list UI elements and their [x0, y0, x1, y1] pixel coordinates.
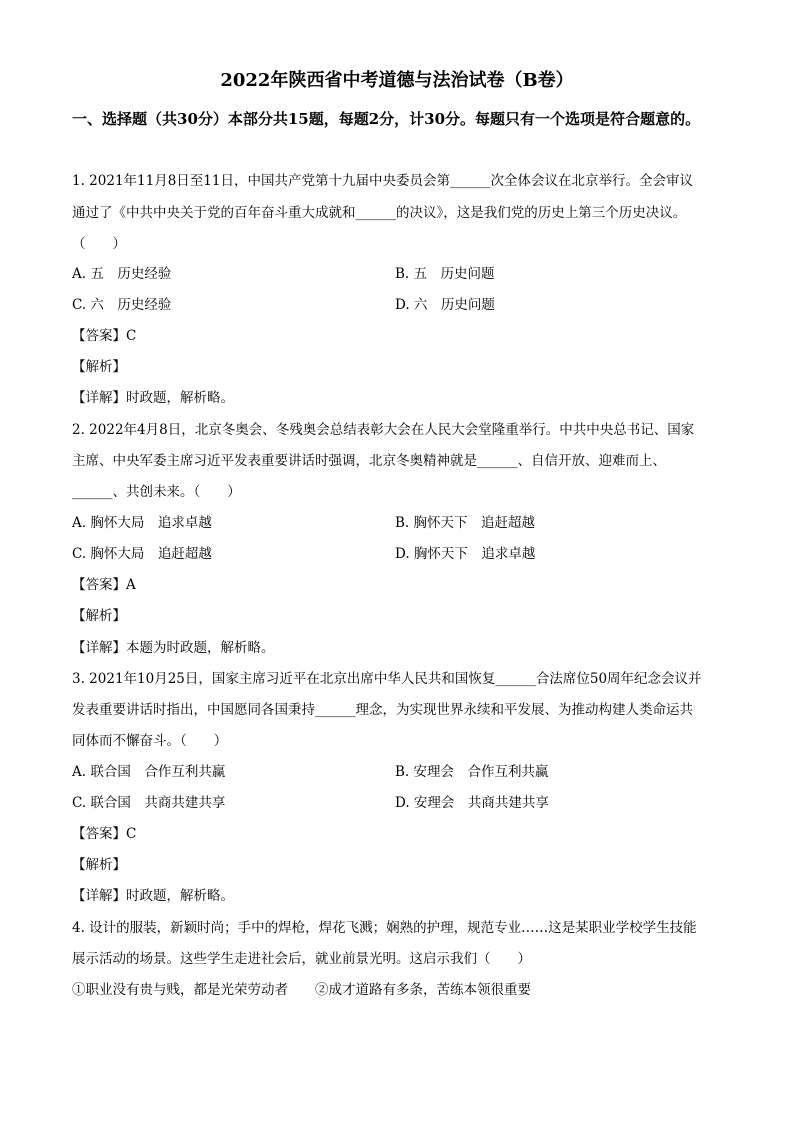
q1-option-b: B. 五 历史问题 — [395, 266, 495, 282]
q3-line-1: 3. 2021年10月25日，国家主席习近平在北京出席中华人民共和国恢复______合法席位50周年纪念会议并 — [72, 671, 702, 687]
q4-statements: ①职业没有贵与贱，都是光荣劳动者 ②成才道路有多条，苦练本领很重要 — [72, 982, 531, 998]
q3-detail: 【详解】时政题，解析略。 — [72, 888, 234, 904]
q2-line-1: 2. 2022年4月8日，北京冬奥会、冬残奥会总结表彰大会在人民大会堂隆重举行。中共中央总书记、国家 — [72, 422, 695, 438]
q2-detail: 【详解】本题为时政题，解析略。 — [72, 640, 275, 656]
q3-option-d: D. 安理会 共商共建共享 — [395, 795, 549, 811]
q3-line-2: 发表重要讲话时指出，中国愿同各国秉持______理念，为实现世界永续和平发展、为推动构建人类命运共 — [72, 702, 693, 718]
exam-title: 2022年陕西省中考道德与法治试卷（B卷） — [220, 70, 574, 91]
q3-line-3: 同体而不懈奋斗。（ ） — [72, 733, 228, 749]
q1-line-3: （ ） — [72, 236, 126, 252]
section-heading: 一、选择题（共30分）本部分共15题，每题2分，计30分。每题只有一个选项是符合题意的。 — [72, 110, 701, 128]
q2-option-a: A. 胸怀大局 追求卓越 — [72, 515, 212, 531]
q1-line-1: 1. 2021年11月8日至11日，中国共产党第十九届中央委员会第______次全体会议在北京举行。全会审议 — [72, 173, 693, 189]
q1-detail: 【详解】时政题，解析略。 — [72, 390, 234, 406]
q1-analysis: 【解析】 — [72, 359, 126, 375]
q2-answer: 【答案】A — [72, 577, 136, 593]
q1-option-c: C. 六 历史经验 — [72, 297, 172, 313]
q3-option-c: C. 联合国 共商共建共享 — [72, 795, 226, 811]
q2-analysis: 【解析】 — [72, 608, 126, 624]
q2-line-3: ______、共创未来。（ ） — [72, 484, 241, 500]
q3-answer: 【答案】C — [72, 826, 137, 842]
q1-option-a: A. 五 历史经验 — [72, 266, 172, 282]
q3-analysis: 【解析】 — [72, 857, 126, 873]
q4-line-1: 4. 设计的服装，新颖时尚；手中的焊枪，焊花飞溅；娴熟的护理，规范专业……这是某职业学校学生技能 — [72, 920, 697, 936]
q4-line-2: 展示活动的场景。这些学生走进社会后，就业前景光明。这启示我们（ ） — [72, 951, 531, 967]
q2-line-2: 主席、中央军委主席习近平发表重要讲话时强调，北京冬奥精神就是______、自信开放、迎难而上、 — [72, 453, 666, 469]
q3-option-b: B. 安理会 合作互利共赢 — [395, 764, 549, 780]
q1-option-d: D. 六 历史问题 — [395, 297, 495, 313]
q2-option-b: B. 胸怀天下 追赶超越 — [395, 515, 536, 531]
q1-answer: 【答案】C — [72, 328, 137, 344]
q2-option-d: D. 胸怀天下 追求卓越 — [395, 546, 536, 562]
q3-option-a: A. 联合国 合作互利共赢 — [72, 764, 226, 780]
q2-option-c: C. 胸怀大局 追赶超越 — [72, 546, 212, 562]
q1-line-2: 通过了《中共中央关于党的百年奋斗重大成就和______的决议》，这是我们党的历史上第三个历史决议。 — [72, 205, 687, 221]
